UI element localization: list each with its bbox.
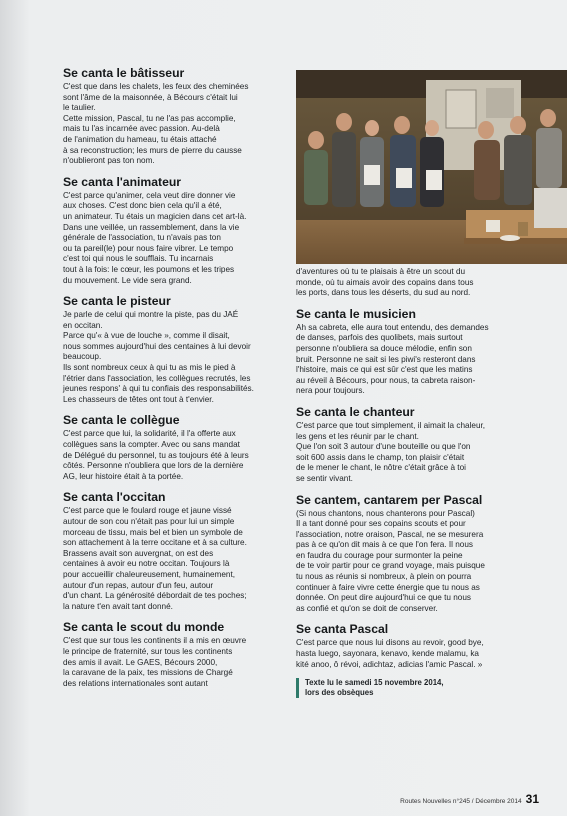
page-number: 31: [525, 792, 539, 806]
section-pascal: [296, 622, 516, 670]
section-animateur: [63, 175, 285, 286]
section-title: Se canta l'occitan: [63, 490, 166, 505]
section-body: C'est parce que nous lui disons au revoir, good bye, hasta luego, sayonara, kenavo, kende malamu, ka kité anoo, ô révoi, adichtaz, adicias l'amic Pascal. »: [296, 638, 484, 669]
section-body: (Si nous chantons, nous chanterons pour Pascal) Il a tant donné pour ses copains scouts et pour l'association, notre oraison, Pascal, ne se mesurera pas à ce qu'on dit mais à ce que l'on fera. Il nous en faudra du courage pour surmonter la peine de te voir partir pour ce grand voyage, mais puisque tu nous as réunis si nombreux, à plein on pourra continuer à faire vivre cette énergie que tu nous as donnée. On peut dire aujourd'hui ce que tu nous as confié et qu'on se doit de conserver.: [296, 508, 485, 613]
section-title: Se canta l'animateur: [63, 174, 182, 189]
reading-caption: Texte lu le samedi 15 novembre 2014, lors des obsèques: [296, 678, 516, 698]
section-body: C'est parce qu'animer, cela veut dire donner vie aux choses. C'est donc bien cela qu'il a été, un animateur. Tu étais un magicien dans cet art-là. Dans une veillée, un rassemblement, dans la vie générale de l'association, tu n'avais pas ton ou ta pareil(le) pour nous faire vibrer. Le tempo c'est toi qui nous le soufflais. Tu incarnais tout à la fois: le cœur, les poumons et les tripes du mouvement. Le vide sera grand.: [63, 190, 247, 285]
section-occitan: [63, 490, 285, 612]
group-photo: [296, 70, 567, 264]
section-musicien: [296, 307, 516, 397]
section-title: Se canta Pascal: [296, 622, 389, 637]
section-batisseur: [63, 66, 285, 167]
section-title: Se canta le scout du monde: [63, 620, 225, 635]
section-title: Se canta le collègue: [63, 413, 180, 428]
right-column: [296, 267, 516, 698]
publication-info: Routes Nouvelles n°245 / Décembre 2014: [400, 798, 522, 805]
section-body: C'est parce que lui, la solidarité, il l'a offerte aux collègues sans la compter. Avec ou sans mandat de Délégué du personnel, tu as toujours été à leurs côtés. Personne n'oubliera que lors de la dernière AG, leur histoire était à ta portée.: [63, 429, 249, 481]
section-title: Se canta le chanteur: [296, 404, 415, 419]
section-body: C'est parce que tout simplement, il aimait la chaleur, les gens et les réunir par le chant. Que l'on soit 3 autour d'une bouteille ou que l'on soit 600 assis dans le champ, ton plaisir c'était de le mener le chant, le nôtre c'était grâce à toi se sentir vivant.: [296, 420, 486, 483]
section-cantem: [296, 493, 516, 615]
section-title: Se canta le bâtisseur: [63, 66, 185, 80]
section-body: C'est parce que le foulard rouge et jaune vissé autour de son cou n'était pas pour lui un simple morceau de tissu, mais bel et bien un symbole de son attachement à la terre occitane et à sa culture. Brassens avait son auvergnat, on est des centaines à avoir eu notre occitan. Toujours là pour accueillir chaleureusement, humainement, autour d'un repas, autour d'un feu, autour d'un chant. La générosité débordait de tes poches; la nature t'en avait tant donné.: [63, 506, 247, 611]
continuation-text: d'aventures où tu te plaisais à être un scout du monde, où tu aimais avoir des copains dans tous les ports, dans tous les déserts, du sud au nord.: [296, 267, 474, 298]
group-photo-image: [296, 70, 567, 264]
section-title: Se canta le pisteur: [63, 294, 171, 309]
section-title: Se canta le musicien: [296, 306, 416, 321]
section-scout-du-monde: [63, 620, 285, 689]
section-title: Se cantem, cantarem per Pascal: [296, 492, 483, 507]
section-pisteur: [63, 294, 285, 405]
intro-continuation: [296, 267, 516, 299]
section-body: C'est que dans les chalets, les feux des cheminées sont l'âme de la maisonnée, à Bécours c'était lui le taulier. Cette mission, Pascal, tu ne l'as pas accomplie, mais tu l'as incarnée avec passion. Au-delà de l'animation du hameau, tu étais attaché à sa reconstruction; les murs de pierre du causse n'oublieront pas ton nom.: [63, 82, 249, 166]
section-chanteur: [296, 405, 516, 485]
section-collegue: [63, 413, 285, 482]
left-column: [63, 66, 285, 697]
section-body: C'est que sur tous les continents il a mis en œuvre le principe de fraternité, sur tous les continents des amis il avait. Le GAES, Bécours 2000, la caravane de la paix, tes missions de Chargé des relations internationales sont autant: [63, 636, 247, 688]
section-body: Ah sa cabreta, elle aura tout entendu, des demandes de danses, parfois des quolibets, mais surtout personne n'oubliera sa douce mélodie, enfin son bruit. Personne ne sait si les piwi's resteront dans l'histoire, mais ce qui est sûr c'est que les matins au réveil à Bécours, pour nous, ta cabreta raison- nera pour toujours.: [296, 322, 489, 396]
page-footer: [400, 792, 539, 806]
section-body: Je parle de celui qui montre la piste, pas du JAÉ en occitan. Parce qu'« à vue de louche », comme il disait, nous sommes aujourd'hui des centaines à lui devoir beaucoup. Ils sont nombreux ceux à qui tu as mis le pied à l'étrier dans l'association, les collègues recrutés, les jeunes respons' à qui tu confiais des responsabilités. Les chasseurs de têtes ont tout à t'envier.: [63, 310, 254, 404]
